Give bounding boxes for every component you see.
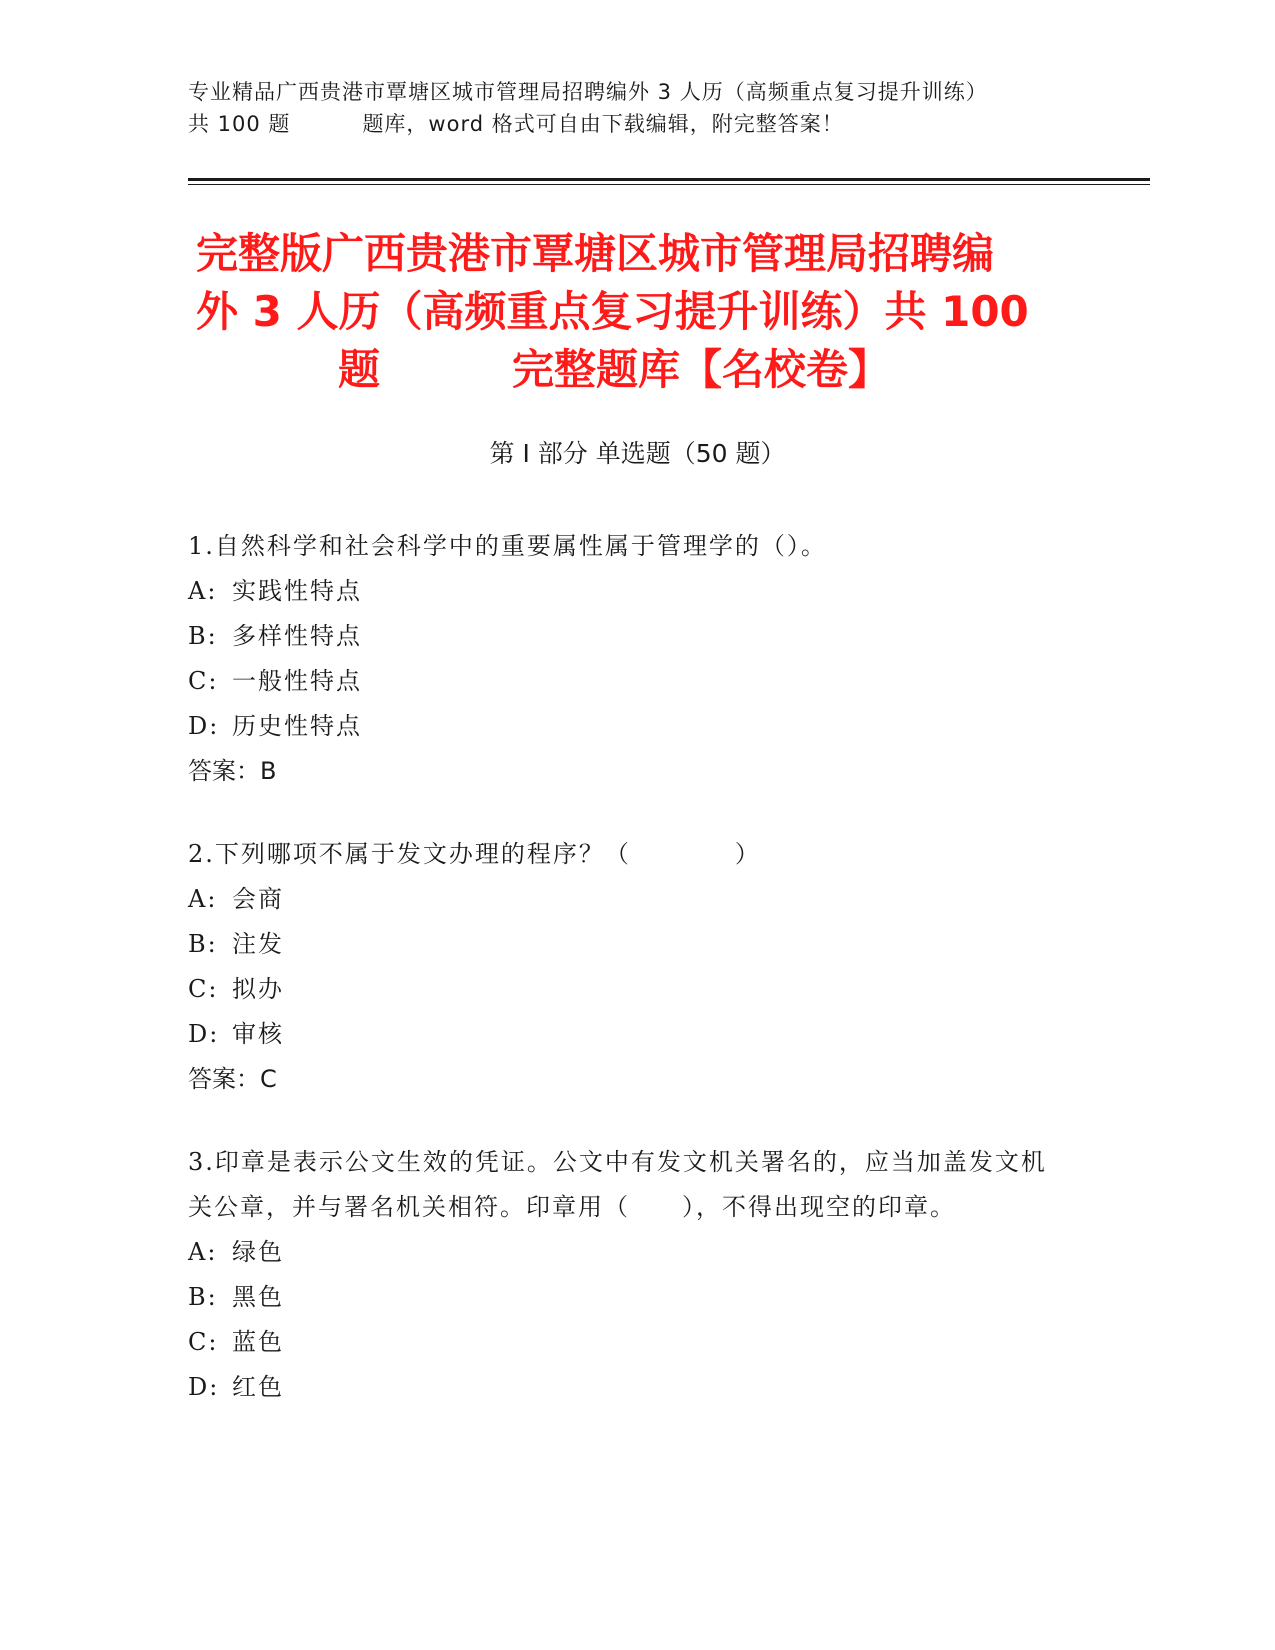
title-line3	[196, 341, 1076, 399]
header-rule-thin	[188, 184, 1150, 185]
option-a	[188, 569, 1068, 614]
question-list	[188, 524, 1068, 1448]
section-title: 第 I 部分 单选题（50 题）	[489, 439, 786, 468]
option-a	[188, 1230, 1068, 1275]
answer: 答案：C	[188, 1065, 277, 1093]
option-text: 拟办	[232, 975, 284, 1003]
question-text: 2.下列哪项不属于发文办理的程序？（ ）	[188, 840, 761, 868]
option-text: 绿色	[232, 1238, 284, 1266]
option-text: 蓝色	[232, 1328, 284, 1356]
header-note-line2	[188, 108, 1088, 140]
option-key: B:	[188, 1283, 218, 1311]
title-line1: 完整版广西贵港市覃塘区城市管理局招聘编	[196, 229, 995, 278]
option-key: C:	[188, 667, 219, 695]
answer: 答案：B	[188, 757, 277, 785]
question-2	[188, 832, 1068, 1102]
option-b	[188, 922, 1068, 967]
option-text: 注发	[232, 930, 284, 958]
option-key: A:	[188, 885, 218, 913]
option-key: C:	[188, 975, 219, 1003]
option-d	[188, 1365, 1068, 1410]
option-text: 审核	[232, 1020, 284, 1048]
option-key: B:	[188, 622, 218, 650]
option-key: A:	[188, 1238, 218, 1266]
option-key: D:	[188, 712, 220, 740]
title-line3-part1: 题	[338, 345, 381, 394]
header-note-count: 共 100 题	[188, 112, 291, 136]
title-line2: 外 3 人历（高频重点复习提升训练）共 100	[196, 287, 1029, 336]
header-note-desc: 题库，word 格式可自由下载编辑，附完整答案！	[362, 112, 844, 136]
option-d	[188, 704, 1068, 749]
question-text: 3.印章是表示公文生效的凭证。公文中有发文机关署名的，应当加盖发文机关公章，并与署名机关相符。印章用（ ），不得出现空的印章。	[188, 1148, 1047, 1221]
option-text: 实践性特点	[232, 577, 362, 605]
option-a	[188, 877, 1068, 922]
question-3	[188, 1140, 1068, 1410]
option-text: 会商	[232, 885, 284, 913]
header-note-line1: 专业精品广西贵港市覃塘区城市管理局招聘编外 3 人历（高频重点复习提升训练）	[188, 80, 988, 104]
option-key: C:	[188, 1328, 219, 1356]
header-rule-thick	[188, 178, 1150, 181]
option-key: B:	[188, 930, 218, 958]
option-d	[188, 1012, 1068, 1057]
question-1	[188, 524, 1068, 794]
option-c	[188, 967, 1068, 1012]
option-c	[188, 659, 1068, 704]
option-text: 红色	[232, 1373, 284, 1401]
option-text: 一般性特点	[232, 667, 362, 695]
option-c	[188, 1320, 1068, 1365]
option-text: 黑色	[232, 1283, 284, 1311]
question-text: 1.自然科学和社会科学中的重要属性属于管理学的（）。	[188, 532, 827, 560]
option-key: A:	[188, 577, 218, 605]
option-key: D:	[188, 1020, 220, 1048]
document-title	[196, 225, 1076, 399]
option-b	[188, 614, 1068, 659]
title-line3-part2: 完整题库【名校卷】	[512, 345, 891, 394]
option-b	[188, 1275, 1068, 1320]
option-text: 多样性特点	[232, 622, 362, 650]
header-note	[188, 76, 1088, 140]
option-text: 历史性特点	[232, 712, 362, 740]
option-key: D:	[188, 1373, 220, 1401]
